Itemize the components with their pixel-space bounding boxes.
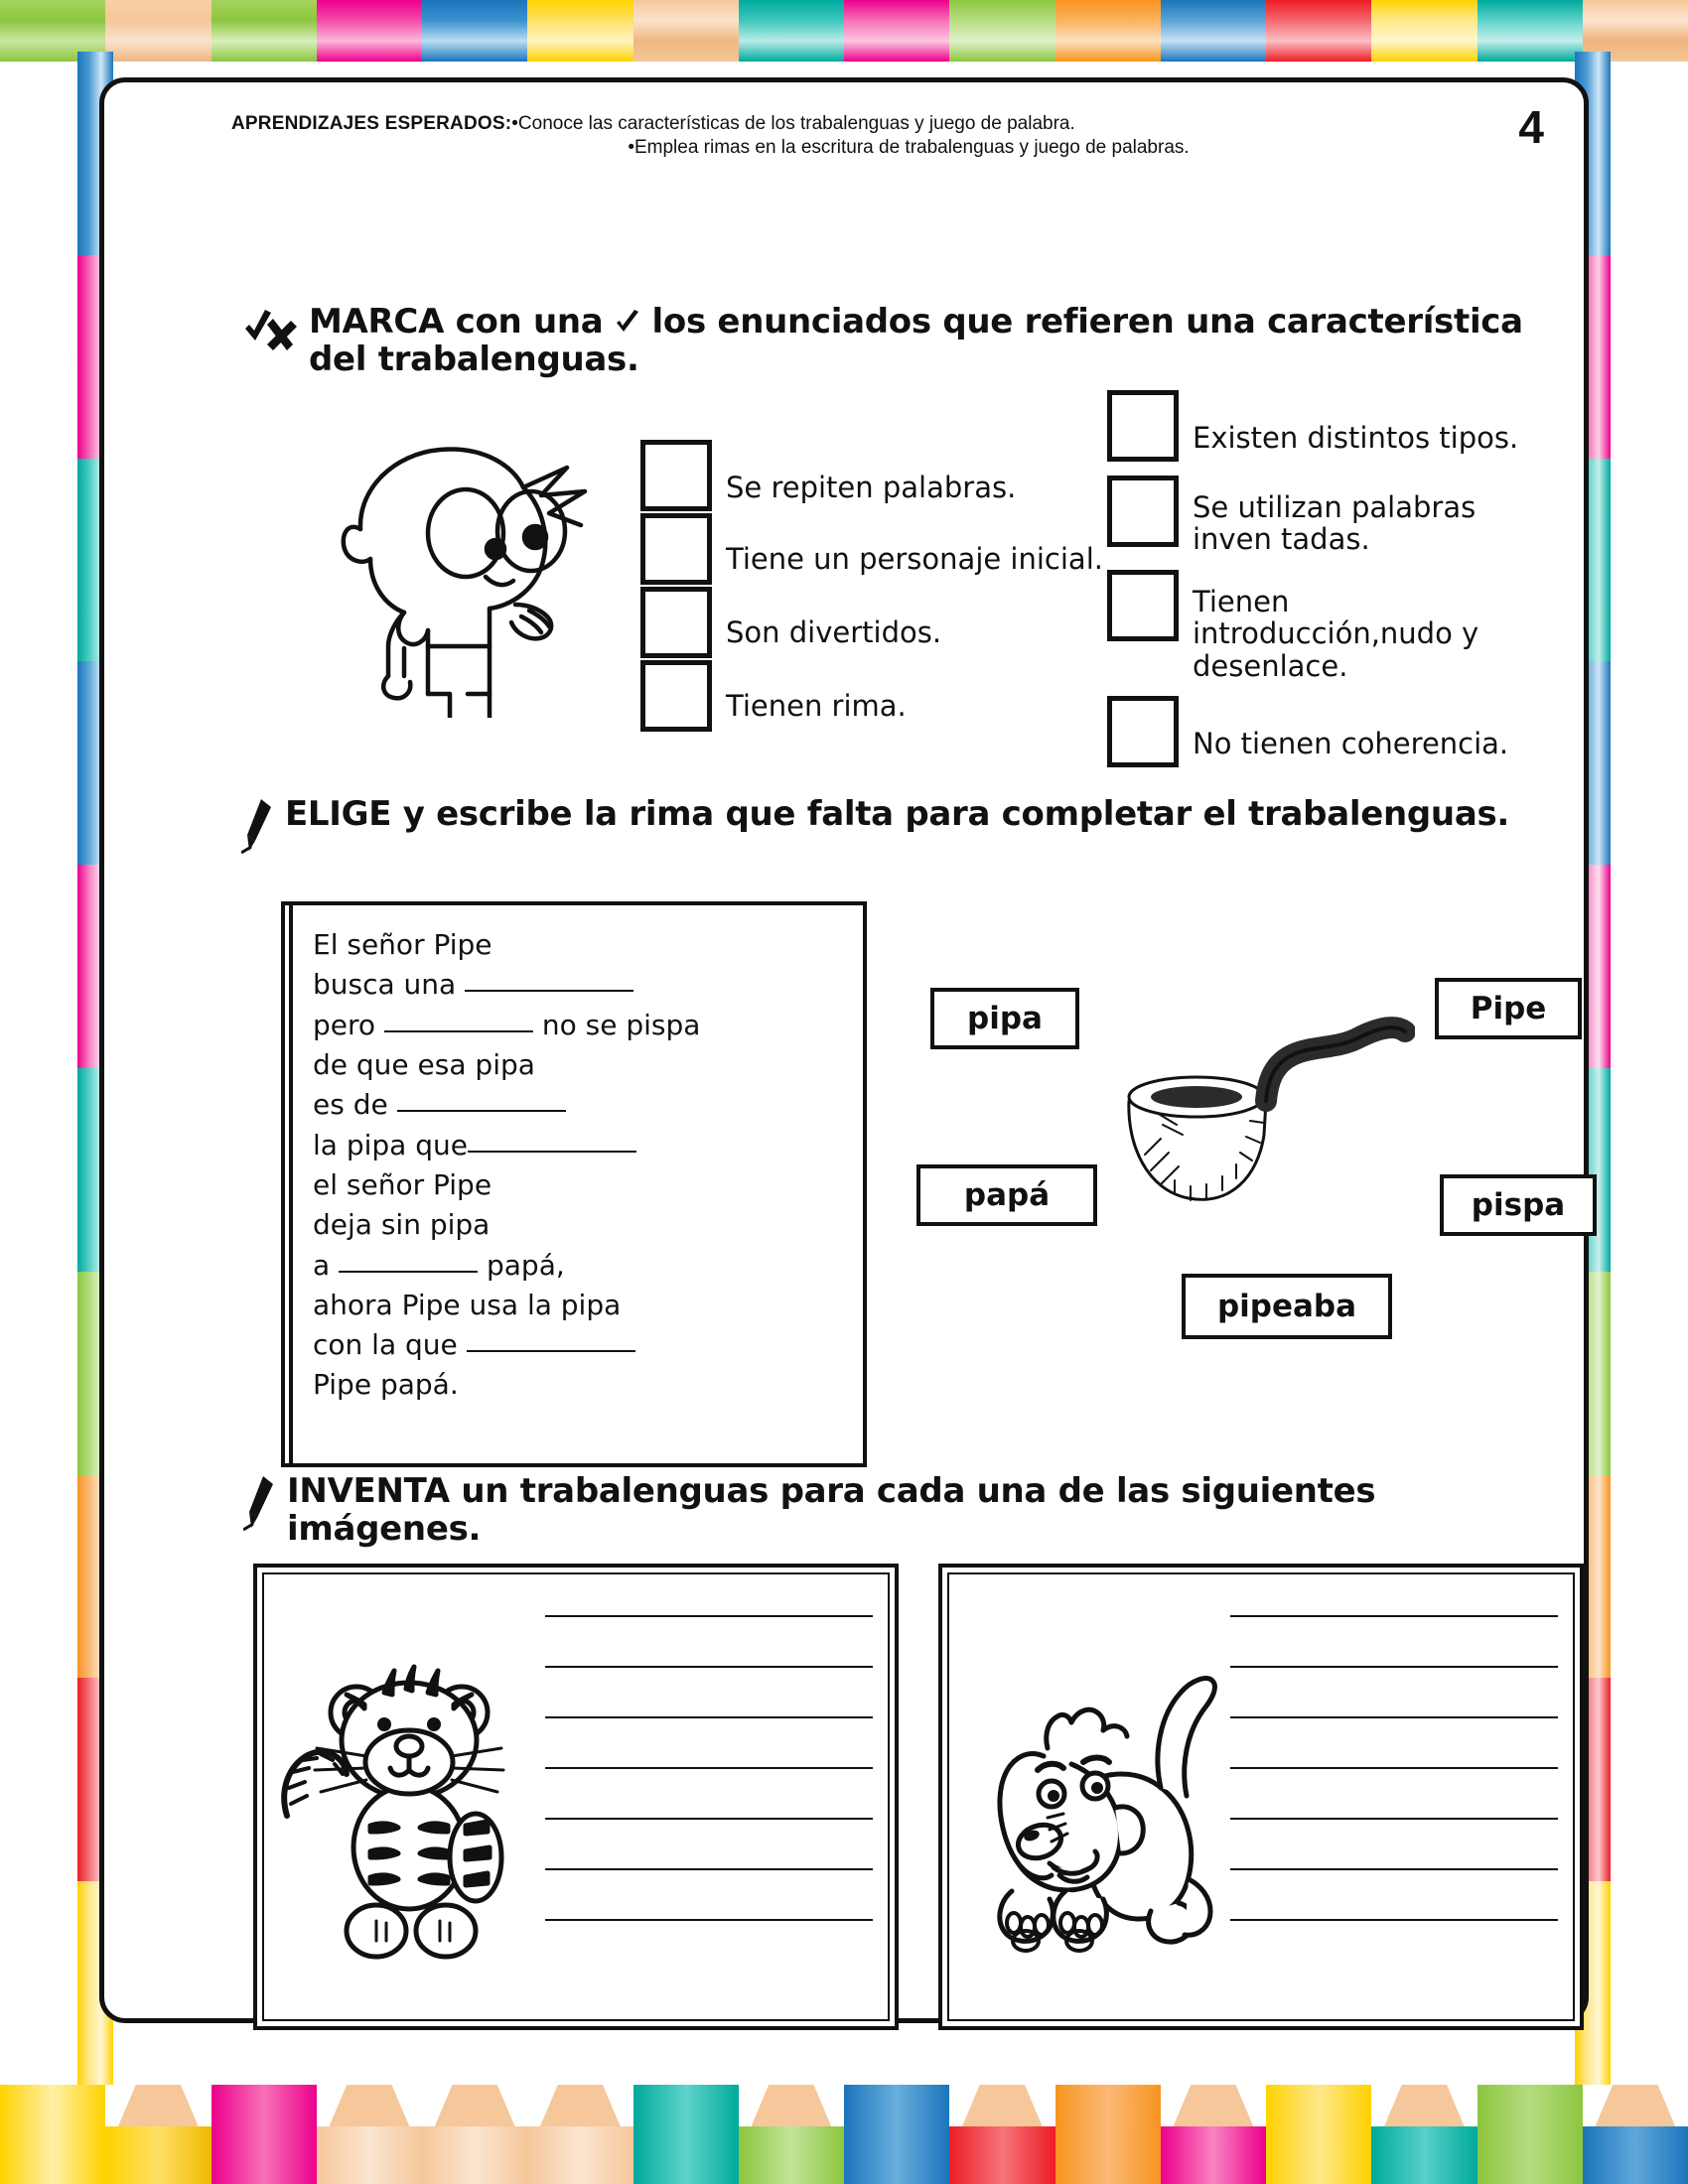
- pencil-icon: [241, 797, 275, 855]
- statement-label: No tienen coherencia.: [1193, 727, 1509, 761]
- statement-label: Tiene un personaje inicial.: [726, 542, 1103, 576]
- statement-row[interactable]: [1107, 696, 1594, 767]
- checkmark-icon: [615, 310, 640, 336]
- writing-line[interactable]: [545, 1868, 873, 1870]
- writing-line[interactable]: [545, 1716, 873, 1718]
- writing-line[interactable]: [545, 1615, 873, 1617]
- statement-row[interactable]: [640, 660, 1107, 732]
- poem-line: [313, 1126, 845, 1165]
- statement-label: Existen distintos tipos.: [1193, 421, 1519, 455]
- writing-line[interactable]: [545, 1919, 873, 1921]
- checkbox-tienen-introduccion-nudo-desenlace[interactable]: [1107, 570, 1179, 641]
- border-top: [0, 0, 1688, 62]
- writing-line[interactable]: [545, 1818, 873, 1820]
- writing-line[interactable]: [1230, 1868, 1558, 1870]
- writing-box-tiger[interactable]: [253, 1564, 899, 2030]
- poem-line-9-text-a: a: [313, 1248, 331, 1282]
- writing-line[interactable]: [545, 1666, 873, 1668]
- checkbox-tiene-un-personaje-inicial[interactable]: [640, 513, 712, 585]
- word-card-pipa[interactable]: pipa: [930, 988, 1079, 1049]
- poem-line: Pipe papá.: [313, 1368, 459, 1402]
- statement-row[interactable]: [640, 440, 1107, 511]
- word-card-pipeaba[interactable]: pipeaba: [1182, 1274, 1392, 1339]
- poem-line: [313, 1006, 845, 1045]
- instruction-one-part-b: los enunciados que refieren una característica del trabalenguas.: [309, 302, 1523, 380]
- poem-line: ahora Pipe usa la pipa: [313, 1288, 622, 1321]
- page-number: 4: [1518, 101, 1544, 153]
- writing-lines-tiger[interactable]: [545, 1615, 873, 1970]
- checkbox-existen-distintos-tipos[interactable]: [1107, 390, 1179, 462]
- checkbox-son-divertidos[interactable]: [640, 587, 712, 658]
- dog-icon: [966, 1637, 1224, 1965]
- statement-label: Tienen rima.: [726, 689, 907, 723]
- poem-blank-5[interactable]: [397, 1110, 566, 1112]
- writing-line[interactable]: [1230, 1615, 1558, 1617]
- checkbox-se-utilizan-palabras-inventadas[interactable]: [1107, 476, 1179, 547]
- poem-blank-3[interactable]: [384, 1030, 533, 1032]
- word-card-pipe[interactable]: Pipe: [1435, 978, 1582, 1039]
- learning-objectives-line-1: [134, 112, 1564, 136]
- statement-label: Se repiten palabras.: [726, 471, 1017, 504]
- poem-blank-9[interactable]: [339, 1271, 478, 1273]
- tongue-twister-text: [313, 925, 845, 1406]
- border-bottom: [0, 2075, 1688, 2184]
- statement-row[interactable]: [1107, 476, 1594, 556]
- poem-line: [313, 965, 845, 1005]
- instruction-two-text: ELIGE y escribe la rima que falta para completar el trabalenguas.: [285, 794, 1510, 834]
- objective-1-text: •Conoce las características de los trabalenguas y juego de palabra.: [511, 113, 1075, 134]
- statement-row[interactable]: [1107, 570, 1594, 682]
- poem-blank-2[interactable]: [465, 990, 633, 992]
- tongue-twister-box: [281, 901, 867, 1467]
- objective-2-text: •Emplea rimas en la escritura de trabalenguas y juego de palabras.: [628, 136, 1190, 158]
- statement-column-left: [640, 440, 1107, 734]
- smoking-pipe-icon: [1117, 1006, 1415, 1303]
- tiger-icon: [281, 1637, 539, 1965]
- poem-line-6-text: la pipa que: [313, 1128, 468, 1161]
- instruction-three-text: INVENTA un trabalenguas para cada una de las siguientes imágenes.: [287, 1471, 1376, 1550]
- statement-label: Se utilizan palabras inven tadas.: [1193, 490, 1477, 557]
- poem-line: [313, 1246, 845, 1286]
- writing-line[interactable]: [1230, 1818, 1558, 1820]
- checkbox-no-tienen-coherencia[interactable]: [1107, 696, 1179, 767]
- aprendizajes-label: APRENDIZAJES ESPERADOS:: [231, 113, 512, 134]
- boy-sticking-tongue-icon: [301, 410, 609, 718]
- instruction-one: [241, 303, 1552, 378]
- poem-line-11-text: con la que: [313, 1328, 458, 1362]
- writing-line[interactable]: [545, 1767, 873, 1769]
- poem-line: el señor Pipe: [313, 1167, 492, 1201]
- statement-row[interactable]: [640, 513, 1107, 585]
- checkbox-se-repiten-palabras[interactable]: [640, 440, 712, 511]
- writing-line[interactable]: [1230, 1666, 1558, 1668]
- word-card-papa[interactable]: papá: [916, 1164, 1097, 1226]
- worksheet-page: [99, 77, 1589, 2023]
- instruction-one-part-a: MARCA con una: [309, 302, 604, 341]
- poem-blank-11[interactable]: [467, 1350, 635, 1352]
- poem-line-5-text: es de: [313, 1088, 388, 1122]
- poem-line-9-text-b: papá,: [486, 1248, 565, 1282]
- poem-blank-6[interactable]: [468, 1151, 636, 1153]
- poem-line-3-text-a: pero: [313, 1008, 376, 1041]
- instruction-three: [243, 1472, 1574, 1548]
- statement-label: Tienen introducción,nudo y desenlace.: [1193, 584, 1479, 683]
- poem-line: El señor Pipe: [313, 928, 492, 961]
- writing-line[interactable]: [1230, 1716, 1558, 1718]
- word-card-pispa[interactable]: pispa: [1440, 1174, 1597, 1236]
- poem-line: deja sin pipa: [313, 1208, 491, 1242]
- check-and-cross-icon: [241, 307, 299, 352]
- poem-line: [313, 1085, 845, 1125]
- instruction-two: [241, 795, 1532, 855]
- statement-column-right: [1107, 390, 1594, 781]
- statement-row[interactable]: [1107, 390, 1594, 462]
- poem-line: [313, 1325, 845, 1365]
- poem-line: de que esa pipa: [313, 1047, 535, 1081]
- writing-line[interactable]: [1230, 1767, 1558, 1769]
- poem-line-3-text-b: no se pispa: [541, 1008, 701, 1041]
- statement-row[interactable]: [640, 587, 1107, 658]
- writing-line[interactable]: [1230, 1919, 1558, 1921]
- statement-label: Son divertidos.: [726, 615, 942, 649]
- writing-lines-dog[interactable]: [1230, 1615, 1558, 1970]
- pencil-icon: [243, 1474, 277, 1532]
- poem-line-2-text: busca una: [313, 968, 457, 1002]
- writing-box-dog[interactable]: [938, 1564, 1584, 2030]
- page-header: [134, 112, 1564, 160]
- checkbox-tienen-rima[interactable]: [640, 660, 712, 732]
- instruction-one-text: [309, 303, 1552, 378]
